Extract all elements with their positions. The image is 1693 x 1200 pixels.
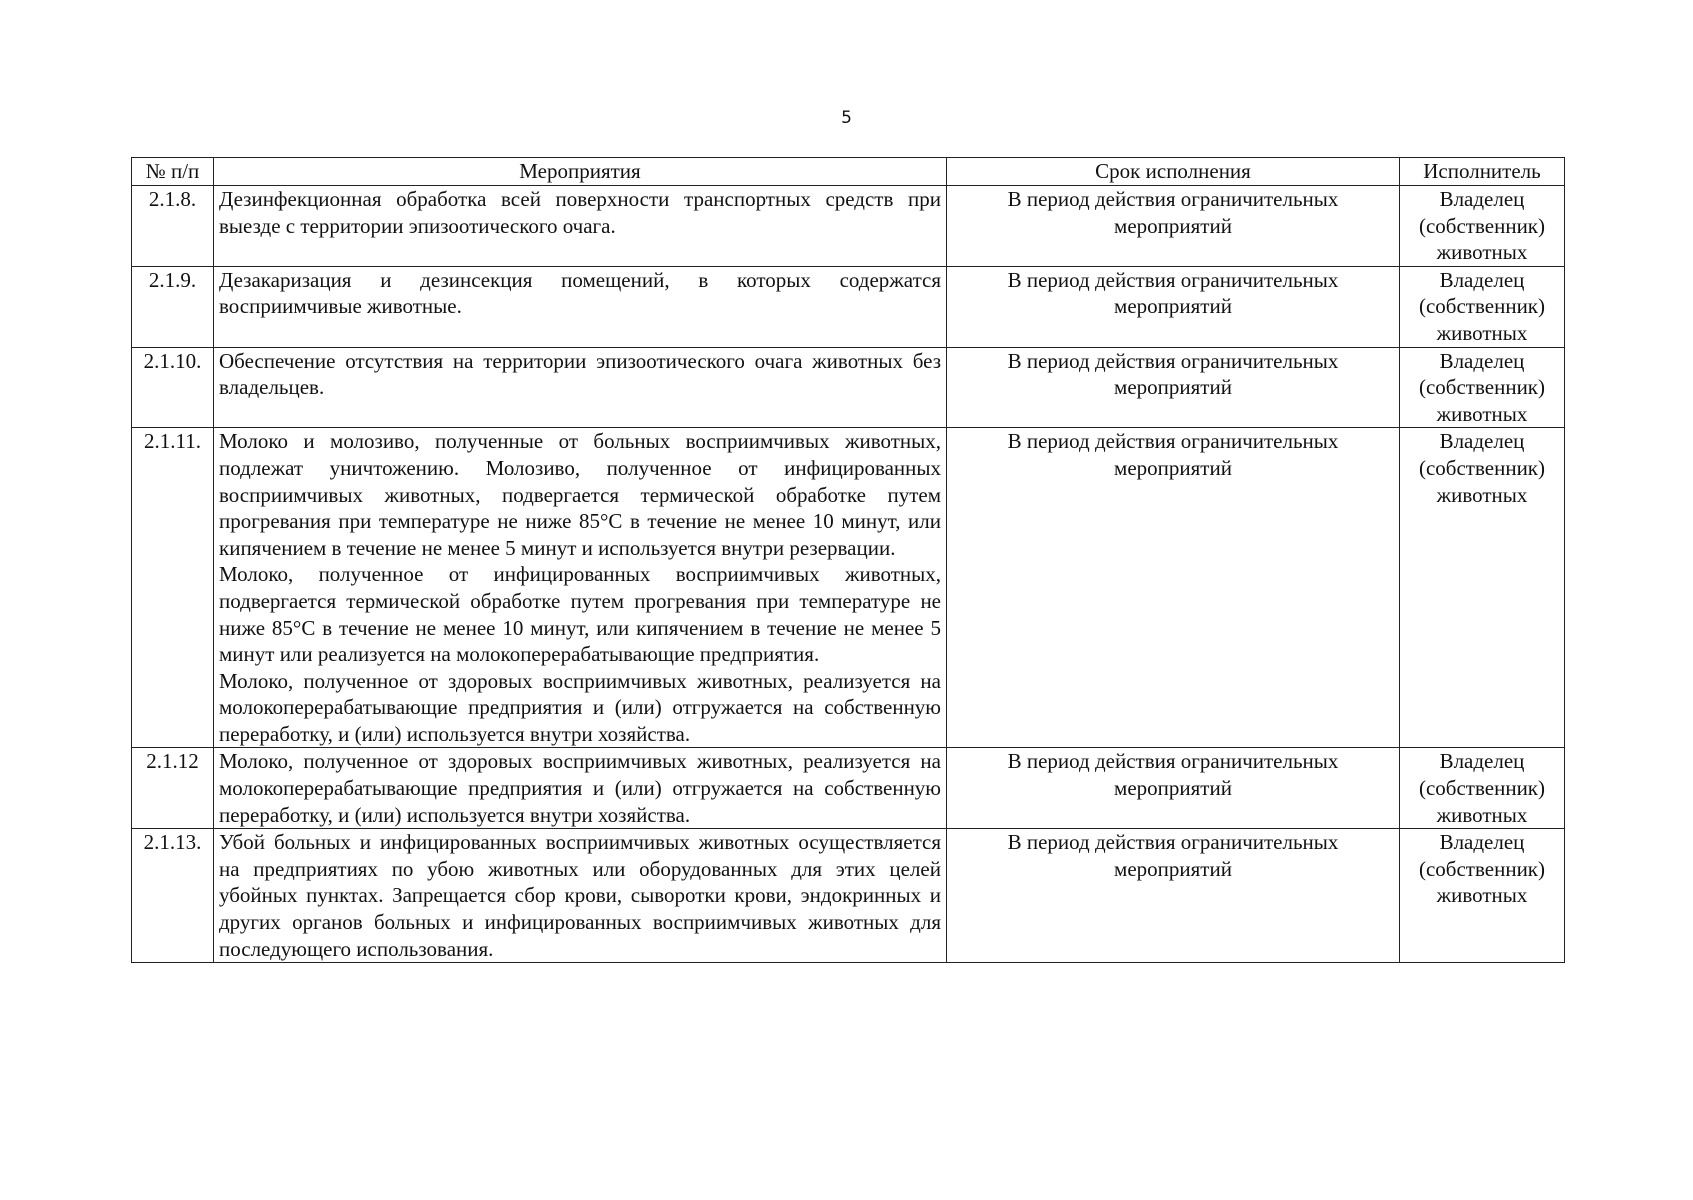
row-executor [1400,829,1565,963]
table-row [132,748,1565,829]
activity-paragraph: Обеспечение отсутствия на территории эпизоотического очага животных без владельцев. [219,348,941,400]
header-num: № п/п [132,158,214,186]
row-activity [214,186,947,267]
executor-line: (собственник) [1418,375,1546,400]
activity-paragraph: Молоко, полученное от здоровых восприимчивых животных, реализуется на молокоперерабатывающие предприятия и (или) отгружается на собственную переработку, и (или) используется внутри хозяйства. [219,668,941,746]
row-executor [1400,748,1565,829]
table-row [132,347,1565,428]
row-number: 2.1.11. [132,428,214,748]
row-activity [214,829,947,963]
row-number: 2.1.10. [132,347,214,428]
header-activity: Мероприятия [214,158,947,186]
row-number: 2.1.9. [132,266,214,347]
activity-paragraph: Молоко и молозиво, полученные от больных восприимчивых животных, подлежат уничтожению. Молозиво, полученное от инфицированных восприимчивых животных, подвергается термической обработке путем прогревания при температуре не ниже 85°С в течение не менее 10 минут, или кипячением в течение не менее 5 минут и используется внутри резервации. [219,429,941,560]
row-term: В период действия ограничительных мероприятий [947,266,1400,347]
executor-line: животных [1436,320,1528,345]
executor-line: животных [1436,482,1528,507]
table-row [132,428,1565,748]
row-activity [214,266,947,347]
executor-line: Владелец [1439,749,1525,774]
table-header-row [132,158,1565,186]
executor-line: (собственник) [1418,776,1546,801]
activity-paragraph: Дезинфекционная обработка всей поверхности транспортных средств при выезде с территории эпизоотического очага. [219,187,941,238]
row-activity [214,428,947,748]
row-term: В период действия ограничительных мероприятий [947,186,1400,267]
row-term: В период действия ограничительных мероприятий [947,829,1400,963]
executor-line: животных [1436,240,1528,265]
header-term: Срок исполнения [947,158,1400,186]
activity-paragraph: Молоко, полученное от инфицированных восприимчивых животных, подвергается термической обработке путем прогревания при температуре не ниже 85°С в течение не менее 10 минут, или кипячением в течение не менее 5 минут или реализуется на молокоперерабатывающие предприятия. [219,562,941,667]
executor-line: животных [1436,401,1528,426]
executor-line: (собственник) [1418,856,1546,881]
executor-line: Владелец [1439,187,1525,211]
row-executor [1400,347,1565,428]
header-executor: Исполнитель [1400,158,1565,186]
executor-line: (собственник) [1418,294,1546,319]
activity-paragraph: Молоко, полученное от здоровых восприимчивых животных, реализуется на молокоперерабатывающие предприятия и (или) отгружается на собственную переработку, и (или) используется внутри хозяйства. [219,749,941,827]
table-row [132,829,1565,963]
row-executor [1400,266,1565,347]
row-number: 2.1.13. [132,829,214,963]
executor-line: животных [1436,802,1528,827]
row-term: В период действия ограничительных мероприятий [947,748,1400,829]
executor-line: (собственник) [1418,455,1546,480]
row-term: В период действия ограничительных мероприятий [947,347,1400,428]
measures-table [131,157,1565,963]
executor-line: Владелец [1439,429,1525,454]
row-executor [1400,186,1565,267]
activity-paragraph: Дезакаризация и дезинсекция помещений, в которых содержатся восприимчивые животные. [219,267,941,319]
executor-line: (собственник) [1418,213,1546,238]
executor-line: Владелец [1439,830,1525,855]
table-row [132,266,1565,347]
executor-line: животных [1436,883,1528,908]
executor-line: Владелец [1439,267,1525,292]
activity-paragraph: Убой больных и инфицированных восприимчивых животных осуществляется на предприятиях по убою животных или оборудованных для этих целей убойных пунктах. Запрещается сбор крови, сыворотки крови, эндокринных и других органов больных и инфицированных восприимчивых животных для последующего использования. [219,830,941,961]
row-activity [214,748,947,829]
row-term: В период действия ограничительных мероприятий [947,428,1400,748]
row-activity [214,347,947,428]
row-executor [1400,428,1565,748]
row-number: 2.1.12 [132,748,214,829]
row-number: 2.1.8. [132,186,214,267]
table-row [132,186,1565,267]
executor-line: Владелец [1439,348,1525,373]
page-number: 5 [841,108,852,128]
